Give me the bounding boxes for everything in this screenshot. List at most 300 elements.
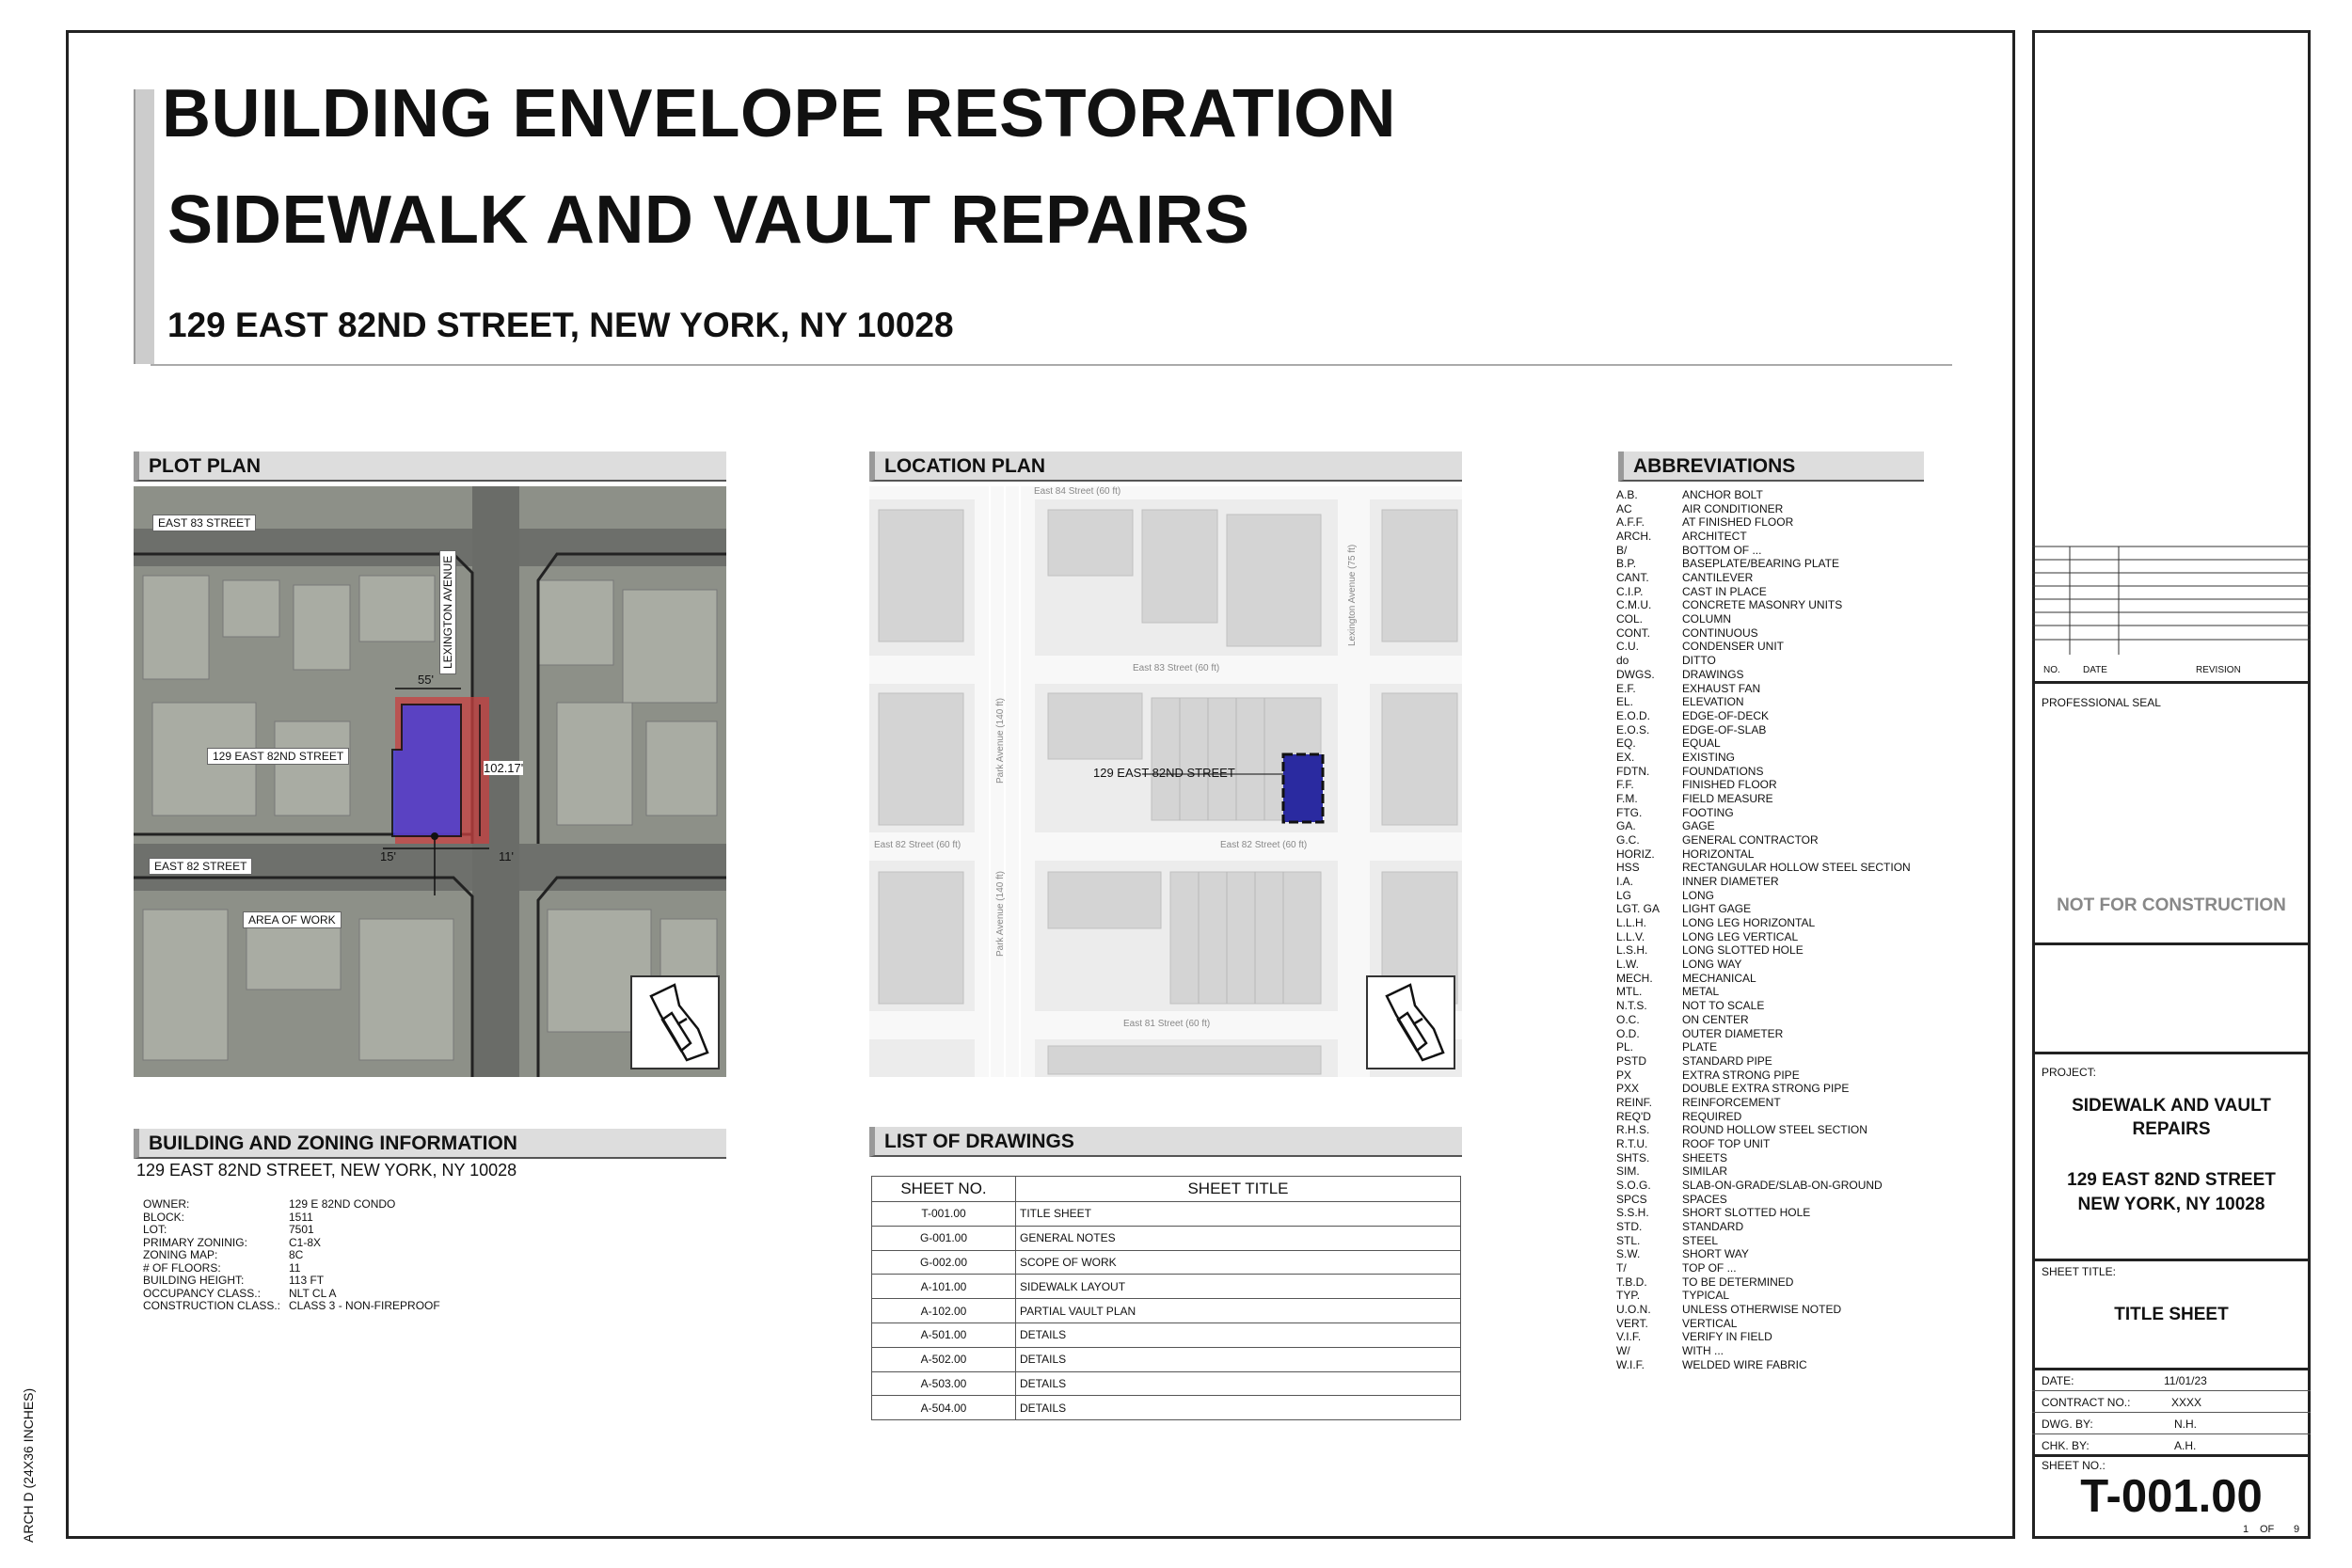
abbreviation-code: T.B.D. <box>1616 1275 1647 1289</box>
abbreviation-meaning: UNLESS OTHERWISE NOTED <box>1682 1303 1842 1317</box>
abbreviation-meaning: CONDENSER UNIT <box>1682 640 1785 654</box>
abbreviation-row <box>1616 668 1744 681</box>
drawing-sheet-title: SIDEWALK LAYOUT <box>1016 1275 1461 1299</box>
drawing-sheet-title: SCOPE OF WORK <box>1016 1250 1461 1275</box>
street-lexington: Lexington Avenue (75 ft) <box>1347 544 1358 646</box>
abbreviation-code: V.I.F. <box>1616 1330 1642 1344</box>
abbreviation-meaning: CONTINUOUS <box>1682 626 1758 640</box>
sheet-no-label: SHEET NO.: <box>2042 1459 2106 1472</box>
drawing-row <box>872 1347 1461 1371</box>
not-for-construction-stamp: NOT FOR CONSTRUCTION <box>2057 895 2286 915</box>
abbreviation-code: W/ <box>1616 1344 1630 1358</box>
abbreviation-code: B/ <box>1616 543 1628 557</box>
abbreviation-code: F.M. <box>1616 791 1638 805</box>
abbreviation-meaning: LONG LEG VERTICAL <box>1682 929 1799 943</box>
abbreviation-code: AC <box>1616 501 1632 515</box>
zoning-key: BLOCK: <box>143 1210 185 1224</box>
abbreviation-meaning: DRAWINGS <box>1682 667 1744 681</box>
tb-project-address-2: NEW YORK, NY 10028 <box>2077 1195 2265 1214</box>
abbreviation-code: S.S.H. <box>1616 1206 1649 1220</box>
abbreviation-meaning: SHORT WAY <box>1682 1247 1749 1261</box>
abbreviation-code: S.W. <box>1616 1247 1641 1261</box>
drawing-sheet-no: A-504.00 <box>872 1396 1016 1420</box>
zoning-value: 8C <box>289 1248 304 1261</box>
abbreviation-code: STL. <box>1616 1233 1641 1247</box>
abbreviation-row <box>1616 806 1734 819</box>
abbreviation-code: E.O.S. <box>1616 722 1650 736</box>
abbreviation-meaning: DITTO <box>1682 654 1716 668</box>
abbreviation-code: VERT. <box>1616 1316 1648 1330</box>
abbreviation-meaning: METAL <box>1682 985 1720 999</box>
abbreviation-row <box>1616 544 1761 557</box>
abbreviation-code: R.T.U. <box>1616 1136 1648 1150</box>
abbreviation-meaning: SIMILAR <box>1682 1164 1728 1179</box>
tb-project-address-1: 129 EAST 82ND STREET <box>2067 1170 2276 1190</box>
zoning-value: 1511 <box>289 1210 313 1224</box>
abbreviation-row <box>1616 778 1777 791</box>
abbreviation-meaning: COLUMN <box>1682 612 1732 626</box>
abbreviation-code: STD. <box>1616 1220 1643 1234</box>
zoning-row <box>143 1198 519 1212</box>
north-arrow-icon <box>1366 975 1455 1069</box>
checked-by-value: A.H. <box>2174 1439 2197 1452</box>
abbreviation-meaning: STANDARD <box>1682 1220 1744 1234</box>
abbreviation-meaning: CANTILEVER <box>1682 571 1754 585</box>
abbreviation-row <box>1616 530 1747 543</box>
abbreviation-code: do <box>1616 654 1629 668</box>
label-east-82: EAST 82 STREET <box>149 858 252 875</box>
label-east-83: EAST 83 STREET <box>152 515 256 531</box>
abbreviation-row <box>1616 1206 1810 1219</box>
tb-divider <box>2032 1454 2311 1457</box>
abbreviation-row <box>1616 709 1769 722</box>
sheet-number: T-001.00 <box>2080 1471 2263 1522</box>
abbreviation-code: LG <box>1616 888 1632 902</box>
drawn-by-label: DWG. BY: <box>2042 1418 2093 1431</box>
location-plan-map <box>869 486 1462 1077</box>
abbreviation-row <box>1616 1261 1737 1275</box>
drawing-row <box>872 1299 1461 1323</box>
abbreviation-meaning: NOT TO SCALE <box>1682 999 1765 1013</box>
dim-15: 15' <box>380 849 396 863</box>
abbreviation-meaning: ROOF TOP UNIT <box>1682 1136 1771 1150</box>
abbreviation-code: SIM. <box>1616 1164 1640 1179</box>
abbreviation-code: L.S.H. <box>1616 943 1648 958</box>
abbreviation-meaning: TO BE DETERMINED <box>1682 1275 1794 1289</box>
abbreviation-code: F.F. <box>1616 778 1634 792</box>
abbreviation-row <box>1616 571 1753 584</box>
tb-sheet-title: TITLE SHEET <box>2114 1305 2229 1324</box>
zoning-value: 129 E 82ND CONDO <box>289 1197 396 1211</box>
abbreviation-meaning: SPACES <box>1682 1192 1727 1206</box>
date-label: DATE: <box>2042 1374 2074 1387</box>
drawing-row <box>872 1202 1461 1227</box>
drawings-heading: LIST OF DRAWINGS <box>869 1127 1462 1157</box>
abbreviation-code: PXX <box>1616 1082 1640 1096</box>
drawing-sheet-title: TITLE SHEET <box>1016 1202 1461 1227</box>
drawing-sheet-title: DETAILS <box>1016 1371 1461 1396</box>
abbreviation-row <box>1616 515 1793 529</box>
revision-table <box>2032 546 2311 655</box>
zoning-key: BUILDING HEIGHT: <box>143 1274 245 1287</box>
abbreviation-meaning: REQUIRED <box>1682 1109 1742 1123</box>
project-address: 129 EAST 82ND STREET, NEW YORK, NY 10028 <box>167 306 954 344</box>
tb-row-line <box>2032 1390 2311 1391</box>
abbreviation-row <box>1616 1193 1727 1206</box>
abbreviation-code: REQ'D <box>1616 1109 1651 1123</box>
dim-depth: 102.17' <box>484 761 524 775</box>
abbreviation-code: W.I.F. <box>1616 1357 1645 1371</box>
abbreviation-code: EX. <box>1616 750 1635 764</box>
abbreviation-code: C.M.U. <box>1616 598 1652 612</box>
page-total: 9 <box>2294 1524 2300 1535</box>
sheet-size-label: ARCH D (24X36 INCHES) <box>21 1387 36 1543</box>
drawing-sheet-no: A-102.00 <box>872 1299 1016 1323</box>
abbreviation-meaning: INNER DIAMETER <box>1682 875 1779 889</box>
rev-date-header: DATE <box>2083 665 2107 675</box>
sheet-title-label: SHEET TITLE: <box>2042 1265 2116 1278</box>
abbreviation-meaning: AIR CONDITIONER <box>1682 501 1784 515</box>
street-east-84: East 84 Street (60 ft) <box>1034 486 1121 497</box>
abbreviation-meaning: VERTICAL <box>1682 1316 1738 1330</box>
drawing-sheet-no: A-501.00 <box>872 1323 1016 1347</box>
abbreviation-meaning: LONG WAY <box>1682 958 1742 972</box>
tb-divider <box>2032 681 2311 684</box>
abbreviation-code: G.C. <box>1616 833 1640 847</box>
abbreviation-row <box>1616 1069 1800 1082</box>
abbreviation-meaning: LONG <box>1682 888 1715 902</box>
abbreviation-code: A.B. <box>1616 488 1638 501</box>
abbreviation-code: L.L.H. <box>1616 916 1647 930</box>
abbreviation-row <box>1616 1317 1737 1330</box>
professional-seal-label: PROFESSIONAL SEAL <box>2042 696 2161 709</box>
drawing-sheet-no: A-502.00 <box>872 1347 1016 1371</box>
abbreviation-row <box>1616 640 1784 653</box>
abbreviation-meaning: FINISHED FLOOR <box>1682 778 1777 792</box>
abbreviation-row <box>1616 695 1744 708</box>
zoning-value: CLASS 3 - NON-FIREPROOF <box>289 1299 440 1312</box>
abbreviation-code: REINF. <box>1616 1095 1653 1109</box>
abbreviation-code: E.O.D. <box>1616 708 1651 722</box>
abbreviation-row <box>1616 1027 1783 1040</box>
location-building-label: 129 EAST 82ND STREET <box>1093 766 1235 780</box>
abbreviation-row <box>1616 792 1773 805</box>
contract-value: XXXX <box>2171 1396 2202 1409</box>
drawing-sheet-no: G-001.00 <box>872 1226 1016 1250</box>
abbreviation-row <box>1616 1164 1727 1178</box>
abbreviation-meaning: EDGE-OF-DECK <box>1682 708 1770 722</box>
street-east-81: East 81 Street (60 ft) <box>1123 1019 1211 1029</box>
abbreviation-row <box>1616 1137 1770 1150</box>
abbreviation-row <box>1616 833 1819 847</box>
abbreviation-row <box>1616 612 1731 626</box>
abbreviation-meaning: ARCHITECT <box>1682 530 1747 544</box>
abbreviation-row <box>1616 723 1766 736</box>
abbreviation-code: PSTD <box>1616 1053 1647 1068</box>
col-sheet-title: SHEET TITLE <box>1016 1177 1461 1202</box>
abbreviation-meaning: WITH ... <box>1682 1344 1724 1358</box>
project-subtitle: SIDEWALK AND VAULT REPAIRS <box>167 182 1250 258</box>
zoning-value: C1-8X <box>289 1235 322 1249</box>
header-rule <box>151 364 1952 366</box>
abbreviation-row <box>1616 916 1815 929</box>
drawing-sheet-no: A-503.00 <box>872 1371 1016 1396</box>
abbreviation-row <box>1616 875 1779 888</box>
abbreviation-meaning: LONG LEG HORIZONTAL <box>1682 916 1816 930</box>
street-east-82: East 82 Street (60 ft) <box>1220 840 1308 850</box>
abbreviation-meaning: CAST IN PLACE <box>1682 584 1767 598</box>
abbreviation-row <box>1616 902 1751 915</box>
abbreviation-meaning: DOUBLE EXTRA STRONG PIPE <box>1682 1082 1850 1096</box>
zoning-key: OWNER: <box>143 1197 190 1211</box>
abbreviation-row <box>1616 682 1760 695</box>
abbreviation-meaning: EXTRA STRONG PIPE <box>1682 1068 1800 1082</box>
drawings-table <box>871 1176 1461 1420</box>
zoning-key: ZONING MAP: <box>143 1248 218 1261</box>
abbreviation-row <box>1616 861 1911 874</box>
drawing-row <box>872 1396 1461 1420</box>
drawing-row <box>872 1371 1461 1396</box>
drawn-by-value: N.H. <box>2174 1418 2197 1431</box>
abbreviation-row <box>1616 985 1719 998</box>
page-of: OF <box>2260 1524 2275 1535</box>
abbreviation-meaning: CONCRETE MASONRY UNITS <box>1682 598 1843 612</box>
abbreviation-row <box>1616 847 1754 861</box>
tb-row-line <box>2032 1412 2311 1413</box>
street-park-2: Park Avenue (140 ft) <box>995 871 1006 957</box>
abbreviation-row <box>1616 819 1715 832</box>
zoning-key: OCCUPANCY CLASS.: <box>143 1286 261 1300</box>
contract-label: CONTRACT NO.: <box>2042 1396 2131 1409</box>
drawing-sheet-no: G-002.00 <box>872 1250 1016 1275</box>
abbreviation-code: MECH. <box>1616 971 1653 985</box>
street-east-82-west: East 82 Street (60 ft) <box>874 840 961 850</box>
location-plan-heading: LOCATION PLAN <box>869 451 1462 482</box>
abbreviation-meaning: RECTANGULAR HOLLOW STEEL SECTION <box>1682 861 1911 875</box>
abbreviation-code: TYP. <box>1616 1289 1641 1303</box>
building-footprint <box>392 705 461 836</box>
abbreviation-row <box>1616 1330 1772 1343</box>
abbreviation-meaning: FOOTING <box>1682 805 1734 819</box>
abbreviation-row <box>1616 488 1763 501</box>
abbreviation-meaning: ON CENTER <box>1682 1012 1749 1026</box>
zoning-value: NLT CL A <box>289 1286 337 1300</box>
abbreviation-code: SHTS. <box>1616 1150 1650 1164</box>
zoning-value: 11 <box>289 1260 301 1275</box>
abbreviation-meaning: LIGHT GAGE <box>1682 902 1752 916</box>
tb-divider <box>2032 1368 2311 1370</box>
abbreviation-meaning: REINFORCEMENT <box>1682 1095 1781 1109</box>
abbreviations-list <box>1616 488 1936 1372</box>
date-value: 11/01/23 <box>2164 1374 2207 1387</box>
abbreviation-meaning: EQUAL <box>1682 736 1721 751</box>
drawing-row <box>872 1275 1461 1299</box>
abbreviation-row <box>1616 1096 1781 1109</box>
abbreviation-meaning: PLATE <box>1682 1040 1718 1054</box>
zoning-key: # OF FLOORS: <box>143 1260 221 1275</box>
abbreviation-code: T/ <box>1616 1261 1627 1275</box>
abbreviation-meaning: AT FINISHED FLOOR <box>1682 515 1794 530</box>
abbreviation-code: HSS <box>1616 861 1640 875</box>
abbreviation-meaning: EDGE-OF-SLAB <box>1682 722 1767 736</box>
abbreviation-row <box>1616 626 1758 640</box>
zoning-key: PRIMARY ZONINIG: <box>143 1235 247 1249</box>
drawing-sheet-title: GENERAL NOTES <box>1016 1226 1461 1250</box>
abbreviation-code: GA. <box>1616 819 1636 833</box>
abbreviation-row <box>1616 999 1764 1012</box>
street-park-1: Park Avenue (140 ft) <box>995 698 1006 784</box>
col-sheet-no: SHEET NO. <box>872 1177 1016 1202</box>
abbreviation-row <box>1616 1013 1749 1026</box>
abbreviation-row <box>1616 1179 1883 1192</box>
zoning-row <box>143 1237 519 1250</box>
abbreviation-code: DWGS. <box>1616 667 1655 681</box>
abbreviation-meaning: VERIFY IN FIELD <box>1682 1330 1772 1344</box>
abbreviation-meaning: MECHANICAL <box>1682 971 1756 985</box>
abbreviation-row <box>1616 1220 1743 1233</box>
abbreviation-code: PX <box>1616 1068 1632 1082</box>
checked-by-label: CHK. BY: <box>2042 1439 2090 1452</box>
abbreviation-meaning: SHEETS <box>1682 1150 1728 1164</box>
abbreviation-row <box>1616 1110 1741 1123</box>
abbreviation-row <box>1616 1054 1772 1068</box>
abbreviation-code: E.F. <box>1616 681 1636 695</box>
abbreviation-row <box>1616 654 1716 667</box>
abbreviation-meaning: ROUND HOLLOW STEEL SECTION <box>1682 1123 1867 1137</box>
abbreviation-meaning: TOP OF ... <box>1682 1261 1737 1275</box>
dim-11: 11' <box>499 849 514 863</box>
tb-project-name-1: SIDEWALK AND VAULT <box>2072 1096 2271 1116</box>
abbreviation-code: LGT. GA <box>1616 902 1661 916</box>
drawing-sheet-no: A-101.00 <box>872 1275 1016 1299</box>
abbreviation-meaning: BASEPLATE/BEARING PLATE <box>1682 557 1839 571</box>
abbreviation-code: U.O.N. <box>1616 1303 1651 1317</box>
abbreviation-row <box>1616 1247 1749 1260</box>
abbreviation-code: SPCS <box>1616 1192 1647 1206</box>
abbreviation-code: FDTN. <box>1616 764 1650 778</box>
abbreviation-row <box>1616 502 1783 515</box>
abbreviation-code: EQ. <box>1616 736 1636 751</box>
abbreviations-heading: ABBREVIATIONS <box>1618 451 1924 482</box>
abbreviation-code: I.A. <box>1616 875 1634 889</box>
abbreviation-row <box>1616 889 1714 902</box>
zoning-key: LOT: <box>143 1223 167 1236</box>
abbreviation-meaning: OUTER DIAMETER <box>1682 1026 1784 1040</box>
zoning-row <box>143 1262 519 1275</box>
abbreviation-row <box>1616 751 1735 764</box>
abbreviation-code: CANT. <box>1616 571 1649 585</box>
abbreviation-row <box>1616 1289 1729 1302</box>
zoning-row <box>143 1249 519 1262</box>
abbreviation-code: L.L.V. <box>1616 929 1645 943</box>
abbreviation-code: L.W. <box>1616 958 1640 972</box>
abbreviation-code: O.D. <box>1616 1026 1640 1040</box>
abbreviation-row <box>1616 1234 1718 1247</box>
tb-row-line <box>2032 1433 2311 1434</box>
abbreviation-row <box>1616 598 1842 611</box>
abbreviation-row <box>1616 930 1798 943</box>
abbreviation-meaning: TYPICAL <box>1682 1289 1730 1303</box>
abbreviation-row <box>1616 765 1763 778</box>
abbreviation-code: C.U. <box>1616 640 1639 654</box>
abbreviation-code: HORIZ. <box>1616 847 1655 861</box>
page-number: 1 <box>2243 1524 2249 1535</box>
abbreviation-code: B.P. <box>1616 557 1637 571</box>
tb-divider <box>2032 1052 2311 1054</box>
abbreviation-meaning: WELDED WIRE FABRIC <box>1682 1357 1807 1371</box>
zoning-info-list <box>143 1198 519 1313</box>
abbreviation-row <box>1616 585 1767 598</box>
zoning-row <box>143 1212 519 1225</box>
abbreviation-code: S.O.G. <box>1616 1179 1651 1192</box>
abbreviation-row <box>1616 1358 1807 1371</box>
plot-plan-heading: PLOT PLAN <box>134 451 726 482</box>
tb-project-name-2: REPAIRS <box>2132 1119 2211 1139</box>
abbreviation-row <box>1616 1303 1841 1316</box>
dim-width: 55' <box>418 673 434 687</box>
drawing-row <box>872 1250 1461 1275</box>
label-building: 129 EAST 82ND STREET <box>207 748 349 765</box>
label-lexington: LEXINGTON AVENUE <box>439 550 456 674</box>
abbreviation-row <box>1616 1123 1867 1136</box>
project-title: BUILDING ENVELOPE RESTORATION <box>162 76 1396 151</box>
tb-divider <box>2032 942 2311 945</box>
drawing-sheet-title: DETAILS <box>1016 1396 1461 1420</box>
abbreviation-row <box>1616 972 1756 985</box>
abbreviation-code: ARCH. <box>1616 530 1652 544</box>
zoning-row <box>143 1275 519 1288</box>
abbreviation-row <box>1616 1040 1717 1053</box>
zoning-row <box>143 1288 519 1301</box>
abbreviation-code: MTL. <box>1616 985 1643 999</box>
north-arrow-icon <box>630 975 720 1069</box>
abbreviation-meaning: HORIZONTAL <box>1682 847 1755 861</box>
abbreviation-meaning: STEEL <box>1682 1233 1719 1247</box>
street-east-83: East 83 Street (60 ft) <box>1133 663 1220 673</box>
drawing-sheet-title: PARTIAL VAULT PLAN <box>1016 1299 1461 1323</box>
label-area-of-work: AREA OF WORK <box>243 911 342 928</box>
abbreviation-code: C.I.P. <box>1616 584 1644 598</box>
zoning-value: 7501 <box>289 1223 314 1236</box>
abbreviation-meaning: ELEVATION <box>1682 695 1744 709</box>
rev-revision-header: REVISION <box>2196 665 2241 675</box>
zoning-key: CONSTRUCTION CLASS.: <box>143 1299 281 1312</box>
zoning-address: 129 EAST 82ND STREET, NEW YORK, NY 10028 <box>136 1161 517 1180</box>
abbreviation-row <box>1616 1082 1849 1095</box>
drawing-sheet-no: T-001.00 <box>872 1202 1016 1227</box>
abbreviation-meaning: GENERAL CONTRACTOR <box>1682 833 1819 847</box>
abbreviation-meaning: EXISTING <box>1682 750 1736 764</box>
tb-divider <box>2032 1259 2311 1261</box>
abbreviation-meaning: GAGE <box>1682 819 1715 833</box>
drawings-header-row <box>872 1177 1461 1202</box>
drawing-sheet-title: DETAILS <box>1016 1323 1461 1347</box>
drawing-sheet-title: DETAILS <box>1016 1347 1461 1371</box>
location-building-marker <box>1283 754 1323 822</box>
abbreviation-row <box>1616 1151 1727 1164</box>
abbreviation-row <box>1616 943 1804 957</box>
zoning-value: 113 FT <box>289 1274 325 1287</box>
abbreviation-meaning: STANDARD PIPE <box>1682 1053 1772 1068</box>
zoning-heading: BUILDING AND ZONING INFORMATION <box>134 1129 726 1159</box>
abbreviation-code: A.F.F. <box>1616 515 1645 530</box>
abbreviation-meaning: ANCHOR BOLT <box>1682 488 1763 501</box>
abbreviation-row <box>1616 557 1839 570</box>
abbreviation-code: N.T.S. <box>1616 999 1647 1013</box>
abbreviation-code: R.H.S. <box>1616 1123 1650 1137</box>
abbreviation-row <box>1616 1275 1793 1289</box>
abbreviation-meaning: SLAB-ON-GRADE/SLAB-ON-GROUND <box>1682 1179 1883 1192</box>
